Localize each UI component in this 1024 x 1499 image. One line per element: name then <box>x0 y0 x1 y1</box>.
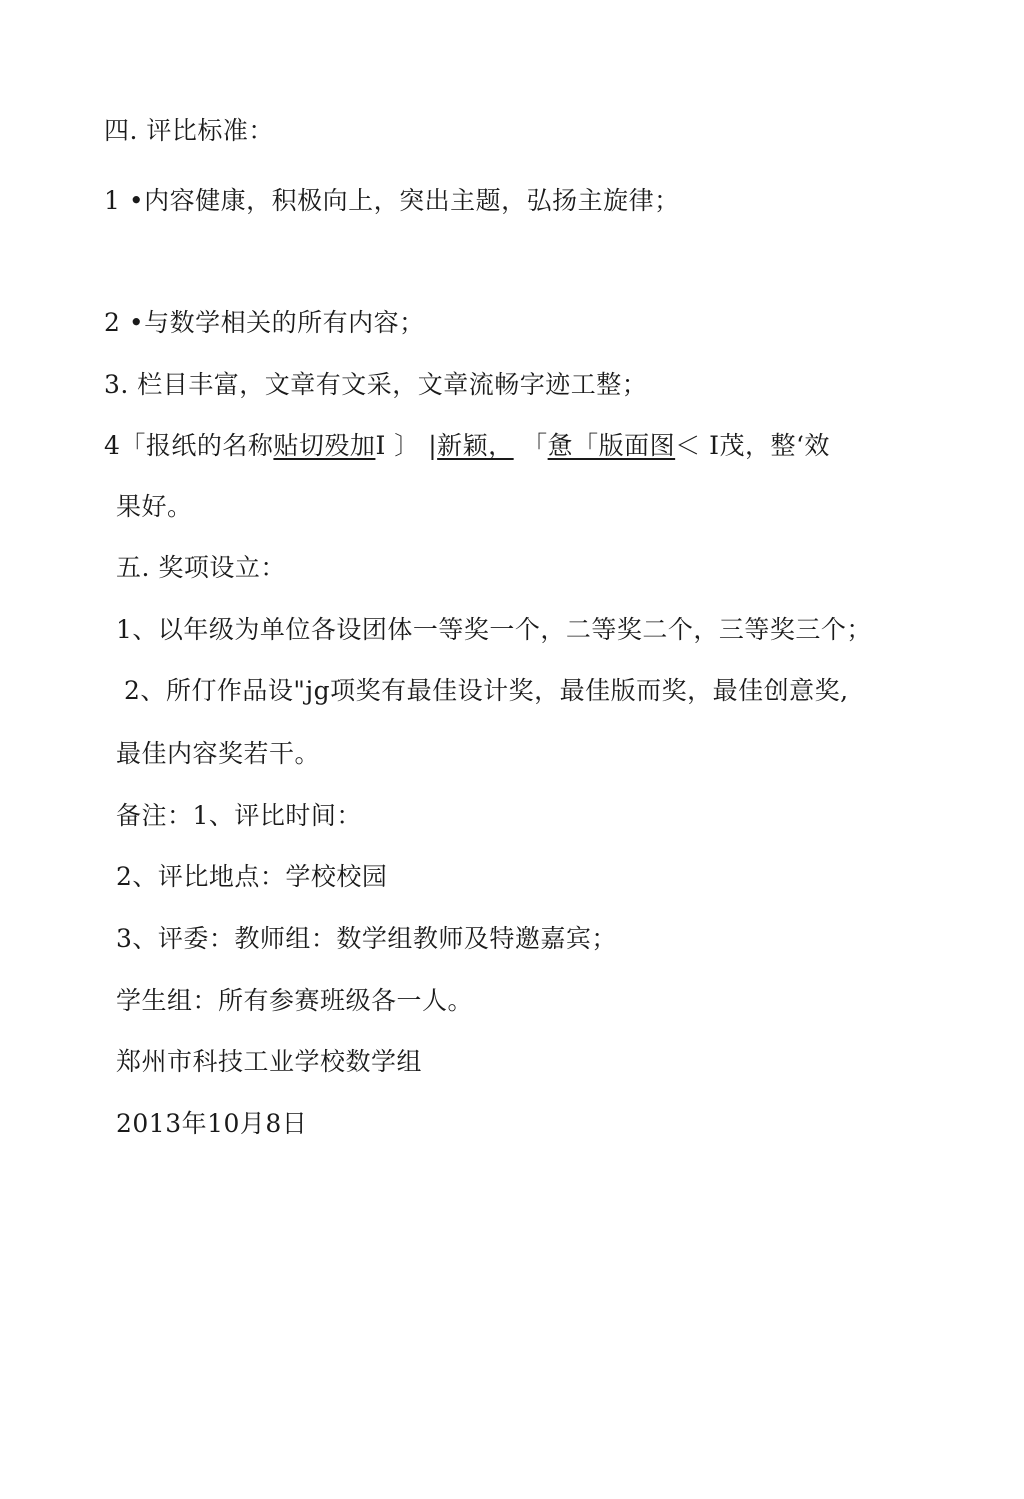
criteria-item-4 <box>104 429 830 463</box>
award-item-2-continuation: 最佳内容奖若干。 <box>116 739 321 768</box>
section5-heading: 五. 奖项设立： <box>116 553 286 582</box>
criteria-item-4-part-g: ＜ I茂，整‘效 <box>675 431 830 460</box>
award-item-2: 2、所仃作品设"jg项奖有最佳设计奖，最佳版而奖，最佳创意奖, <box>124 676 849 705</box>
note-line-2: 2、评比地点：学校校园 <box>116 862 388 891</box>
criteria-item-1: 1 •内容健康，积极向上，突出主题，弘扬主旋律； <box>104 186 680 215</box>
note-line-4: 学生组：所有参赛班级各一人。 <box>116 986 474 1015</box>
document-date: 2013年10月8日 <box>116 1109 308 1138</box>
criteria-item-2: 2 •与数学相关的所有内容； <box>104 308 425 337</box>
criteria-item-4-continuation: 果好。 <box>116 492 193 521</box>
criteria-item-4-part-f: 惫「版面图 <box>547 431 676 460</box>
section4-heading: 四. 评比标准： <box>104 116 274 145</box>
award-item-1: 1、以年级为单位各设团体一等奖一个，二等奖二个，三等奖三个； <box>116 615 872 644</box>
note-line-1: 备注：1、评比时间： <box>116 801 362 830</box>
criteria-item-4-part-e: 「 <box>522 431 548 460</box>
criteria-item-4-part-d: 新颖， <box>437 431 514 460</box>
criteria-item-4-part-c: I 〕 | <box>375 431 438 460</box>
criteria-item-3: 3. 栏目丰富，文章有文采，文章流畅字迹工整； <box>104 370 648 399</box>
organization-name: 郑州市科技工业学校数学组 <box>116 1047 423 1076</box>
criteria-item-4-part-b: 贴切殁加 <box>273 431 376 460</box>
note-line-3: 3、评委：教师组：数学组教师及特邀嘉宾； <box>116 924 617 953</box>
criteria-item-4-part-a: 4「报纸的名称 <box>104 431 274 460</box>
